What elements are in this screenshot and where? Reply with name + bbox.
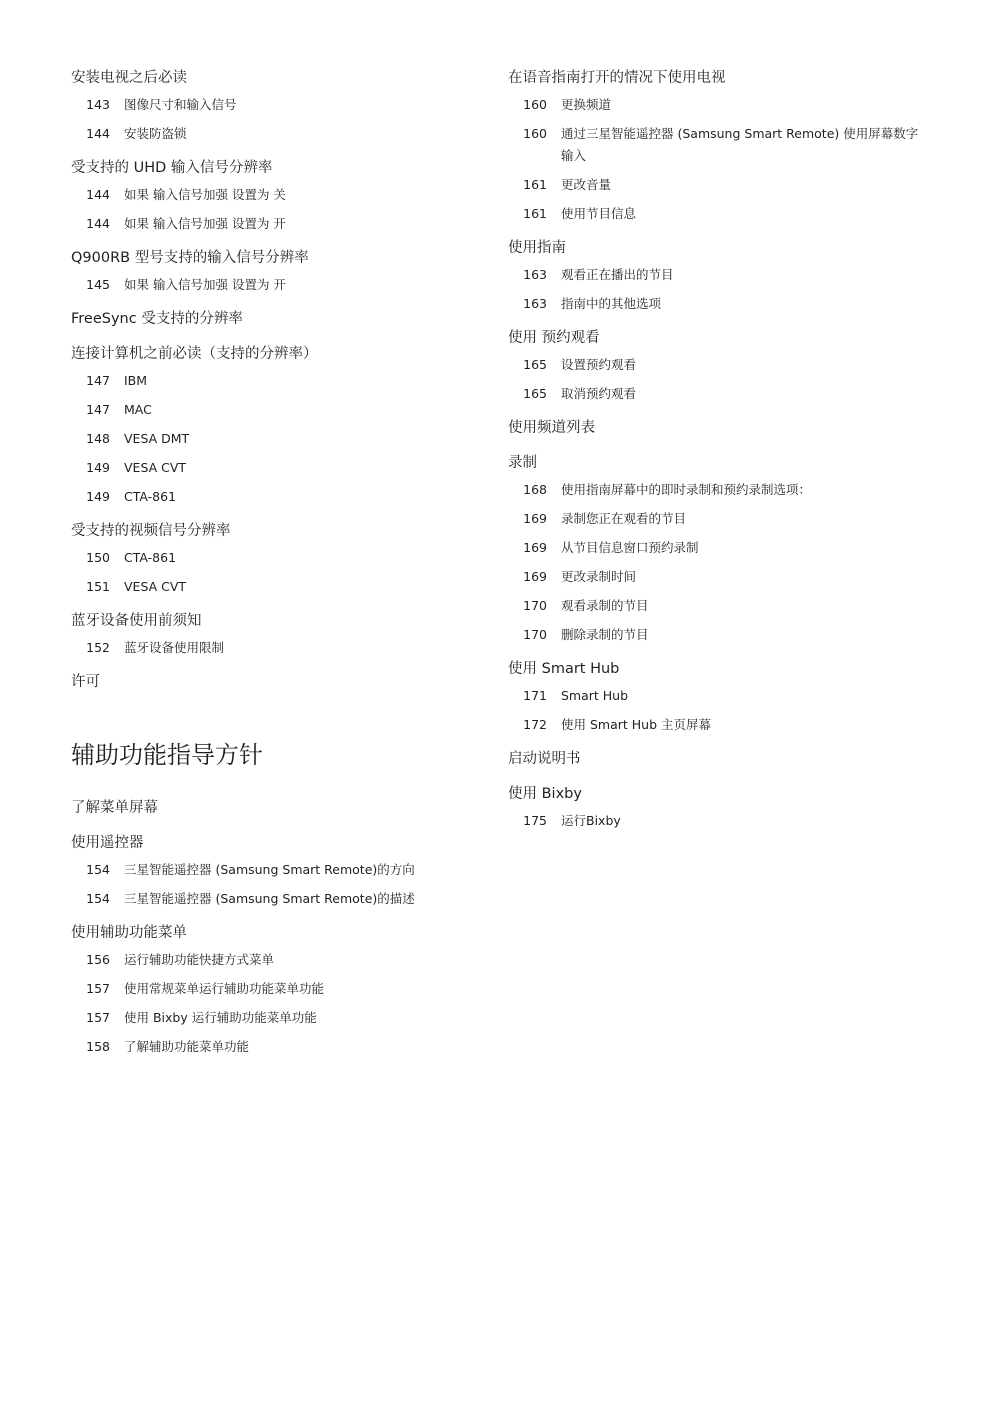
- toc-entry-page-number: 163: [523, 296, 547, 311]
- toc-section: [508, 236, 928, 315]
- toc-section-title[interactable]: 受支持的 UHD 输入信号分辨率: [71, 160, 273, 176]
- toc-entry[interactable]: [508, 810, 928, 832]
- toc-section: [71, 670, 471, 694]
- toc-entry[interactable]: [71, 94, 471, 116]
- toc-section: [71, 796, 471, 820]
- toc-entry-page-number: 149: [86, 489, 110, 504]
- toc-entry[interactable]: [508, 624, 928, 646]
- toc-entry[interactable]: [71, 213, 471, 235]
- toc-entry-page-number: 154: [86, 891, 110, 906]
- toc-section-title[interactable]: 使用辅助功能菜单: [71, 925, 187, 941]
- toc-entry-label: 观看录制的节目: [561, 598, 649, 613]
- toc-entry[interactable]: [508, 566, 928, 588]
- toc-section-title[interactable]: 启动说明书: [508, 751, 581, 767]
- toc-section-title[interactable]: 使用遥控器: [71, 835, 144, 851]
- toc-entry[interactable]: [508, 479, 928, 501]
- toc-entry-page-number: 161: [523, 177, 547, 192]
- toc-entry-page-number: 151: [86, 579, 110, 594]
- toc-section-title[interactable]: 使用 Bixby: [508, 786, 582, 802]
- toc-entry[interactable]: [508, 595, 928, 617]
- toc-section: [508, 66, 928, 225]
- toc-entry-label: 使用常规菜单运行辅助功能菜单功能: [124, 981, 325, 996]
- toc-left-column: [71, 66, 471, 1069]
- toc-section-title[interactable]: 安装电视之后必读: [71, 70, 187, 86]
- toc-entry-label: 如果 输入信号加强 设置为 关: [124, 187, 286, 202]
- toc-entry[interactable]: [508, 383, 928, 405]
- toc-section: [508, 657, 928, 736]
- toc-entry[interactable]: [71, 184, 471, 206]
- toc-section-title[interactable]: 使用 预约观看: [508, 330, 600, 346]
- toc-entry-page-number: 157: [86, 1010, 110, 1025]
- toc-entry-page-number: 157: [86, 981, 110, 996]
- toc-entry[interactable]: [508, 354, 928, 376]
- toc-section: [508, 747, 928, 771]
- toc-section: [71, 519, 471, 598]
- toc-entry[interactable]: [508, 203, 928, 225]
- toc-section-title[interactable]: 许可: [71, 674, 100, 690]
- toc-entry[interactable]: [71, 888, 471, 910]
- toc-entry-label: 三星智能遥控器 (Samsung Smart Remote)的方向: [124, 862, 415, 877]
- toc-section-title[interactable]: 了解菜单屏幕: [71, 800, 158, 816]
- toc-entry-label: 通过三星智能遥控器 (Samsung Smart Remote) 使用屏幕数字输入: [561, 126, 919, 163]
- toc-entry-page-number: 170: [523, 627, 547, 642]
- toc-entry-page-number: 172: [523, 717, 547, 732]
- toc-entry-page-number: 171: [523, 688, 547, 703]
- toc-entry-page-number: 160: [523, 126, 547, 141]
- toc-entry-page-number: 175: [523, 813, 547, 828]
- toc-section: [508, 782, 928, 832]
- toc-entry-page-number: 150: [86, 550, 110, 565]
- toc-section-title[interactable]: FreeSync 受支持的分辨率: [71, 311, 243, 327]
- toc-section-title[interactable]: 使用指南: [508, 240, 566, 256]
- toc-entry-label: 蓝牙设备使用限制: [124, 640, 225, 655]
- toc-entry-label: 从节目信息窗口预约录制: [561, 540, 699, 555]
- toc-entry-label: VESA CVT: [124, 460, 187, 475]
- toc-section: [71, 307, 471, 331]
- toc-entry-label: 运行辅助功能快捷方式菜单: [124, 952, 275, 967]
- toc-entry-page-number: 169: [523, 540, 547, 555]
- toc-section: [71, 342, 471, 508]
- toc-entry-page-number: 169: [523, 511, 547, 526]
- toc-section-title[interactable]: 使用 Smart Hub: [508, 661, 620, 677]
- toc-entry-page-number: 144: [86, 216, 110, 231]
- toc-entry-label: 如果 输入信号加强 设置为 开: [124, 216, 286, 231]
- toc-entry-page-number: 154: [86, 862, 110, 877]
- toc-entry-page-number: 158: [86, 1039, 110, 1054]
- toc-group-accessibility: [71, 796, 471, 1058]
- toc-entry-page-number: 156: [86, 952, 110, 967]
- toc-entry[interactable]: [508, 264, 928, 286]
- toc-entry[interactable]: [71, 1007, 471, 1029]
- toc-entry-label: 运行Bixby: [561, 813, 621, 828]
- toc-entry[interactable]: [71, 576, 471, 598]
- toc-entry-page-number: 148: [86, 431, 110, 446]
- toc-entry-label: 三星智能遥控器 (Samsung Smart Remote)的描述: [124, 891, 415, 906]
- toc-entry[interactable]: [508, 293, 928, 315]
- toc-section-title[interactable]: 受支持的视频信号分辨率: [71, 523, 231, 539]
- toc-section: [71, 66, 471, 145]
- toc-entry-label: 更换频道: [561, 97, 612, 112]
- toc-entry-page-number: 147: [86, 402, 110, 417]
- toc-entry[interactable]: [508, 174, 928, 196]
- toc-entry[interactable]: [71, 547, 471, 569]
- toc-entry-page-number: 170: [523, 598, 547, 613]
- toc-entry-label: 录制您正在观看的节目: [561, 511, 687, 526]
- toc-entry-page-number: 163: [523, 267, 547, 282]
- toc-section-title[interactable]: 蓝牙设备使用前须知: [71, 613, 202, 629]
- toc-section: [71, 156, 471, 235]
- toc-entry-label: 取消预约观看: [561, 386, 637, 401]
- chapter-title: 辅助功能指导方针: [71, 741, 263, 769]
- toc-entry-label: IBM: [124, 373, 148, 388]
- toc-entry-label: 更改录制时间: [561, 569, 637, 584]
- toc-section-title[interactable]: 在语音指南打开的情况下使用电视: [508, 70, 726, 86]
- toc-entry-label: 删除录制的节目: [561, 627, 649, 642]
- toc-entry-label: 设置预约观看: [561, 357, 637, 372]
- toc-entry-label: 安装防盗锁: [124, 126, 187, 141]
- toc-entry[interactable]: [71, 486, 471, 508]
- toc-entry-page-number: 165: [523, 357, 547, 372]
- toc-entry-page-number: 165: [523, 386, 547, 401]
- toc-entry-page-number: 169: [523, 569, 547, 584]
- toc-entry-label: 了解辅助功能菜单功能: [124, 1039, 250, 1054]
- toc-entry-label: 使用 Bixby 运行辅助功能菜单功能: [124, 1010, 317, 1025]
- toc-entry-label: Smart Hub: [561, 688, 629, 703]
- toc-entry[interactable]: [71, 428, 471, 450]
- toc-section-title[interactable]: 使用频道列表: [508, 420, 595, 436]
- toc-group-voice-guide: [508, 66, 928, 832]
- toc-entry[interactable]: [508, 714, 928, 736]
- toc-section: [71, 831, 471, 910]
- toc-entry-label: VESA DMT: [124, 431, 190, 446]
- toc-entry-label: CTA-861: [124, 489, 177, 504]
- toc-entry-label: VESA CVT: [124, 579, 187, 594]
- toc-entry-label: 使用 Smart Hub 主页屏幕: [561, 717, 711, 732]
- toc-entry-label: CTA-861: [124, 550, 177, 565]
- toc-section: [71, 921, 471, 1058]
- toc-entry-page-number: 149: [86, 460, 110, 475]
- toc-right-column: [508, 66, 928, 843]
- toc-entry[interactable]: [71, 1036, 471, 1058]
- toc-section-title[interactable]: 录制: [508, 455, 537, 471]
- toc-entry-label: 更改音量: [561, 177, 612, 192]
- toc-section: [508, 416, 928, 440]
- toc-entry[interactable]: [71, 859, 471, 881]
- toc-entry-page-number: 161: [523, 206, 547, 221]
- toc-entry-label: 图像尺寸和输入信号: [124, 97, 237, 112]
- toc-entry[interactable]: [71, 637, 471, 659]
- toc-section: [508, 326, 928, 405]
- toc-entry[interactable]: [71, 399, 471, 421]
- toc-entry[interactable]: [71, 123, 471, 145]
- toc-entry[interactable]: [71, 370, 471, 392]
- toc-entry-label: 观看正在播出的节目: [561, 267, 674, 282]
- toc-section: [71, 609, 471, 659]
- toc-section-title[interactable]: 连接计算机之前必读（支持的分辨率）: [71, 346, 318, 362]
- toc-entry[interactable]: [508, 123, 928, 167]
- toc-group-installation: [71, 66, 471, 694]
- toc-entry-page-number: 144: [86, 187, 110, 202]
- toc-entry-label: MAC: [124, 402, 152, 417]
- toc-section-title[interactable]: Q900RB 型号支持的输入信号分辨率: [71, 250, 309, 266]
- toc-entry-page-number: 143: [86, 97, 110, 112]
- toc-entry[interactable]: [71, 949, 471, 971]
- toc-entry[interactable]: [71, 457, 471, 479]
- toc-entry-page-number: 147: [86, 373, 110, 388]
- toc-entry[interactable]: [508, 508, 928, 530]
- toc-entry-page-number: 160: [523, 97, 547, 112]
- toc-entry[interactable]: [71, 978, 471, 1000]
- toc-entry[interactable]: [508, 94, 928, 116]
- toc-entry-label: 使用指南屏幕中的即时录制和预约录制选项：: [561, 482, 812, 497]
- toc-entry-page-number: 145: [86, 277, 110, 292]
- toc-entry-page-number: 168: [523, 482, 547, 497]
- toc-entry-page-number: 152: [86, 640, 110, 655]
- toc-entry[interactable]: [508, 685, 928, 707]
- toc-entry-label: 如果 输入信号加强 设置为 开: [124, 277, 286, 292]
- toc-entry[interactable]: [71, 274, 471, 296]
- toc-entry-label: 使用节目信息: [561, 206, 637, 221]
- toc-entry-page-number: 144: [86, 126, 110, 141]
- toc-entry[interactable]: [508, 537, 928, 559]
- toc-entry-label: 指南中的其他选项: [561, 296, 662, 311]
- toc-section: [71, 246, 471, 296]
- toc-section: [508, 451, 928, 646]
